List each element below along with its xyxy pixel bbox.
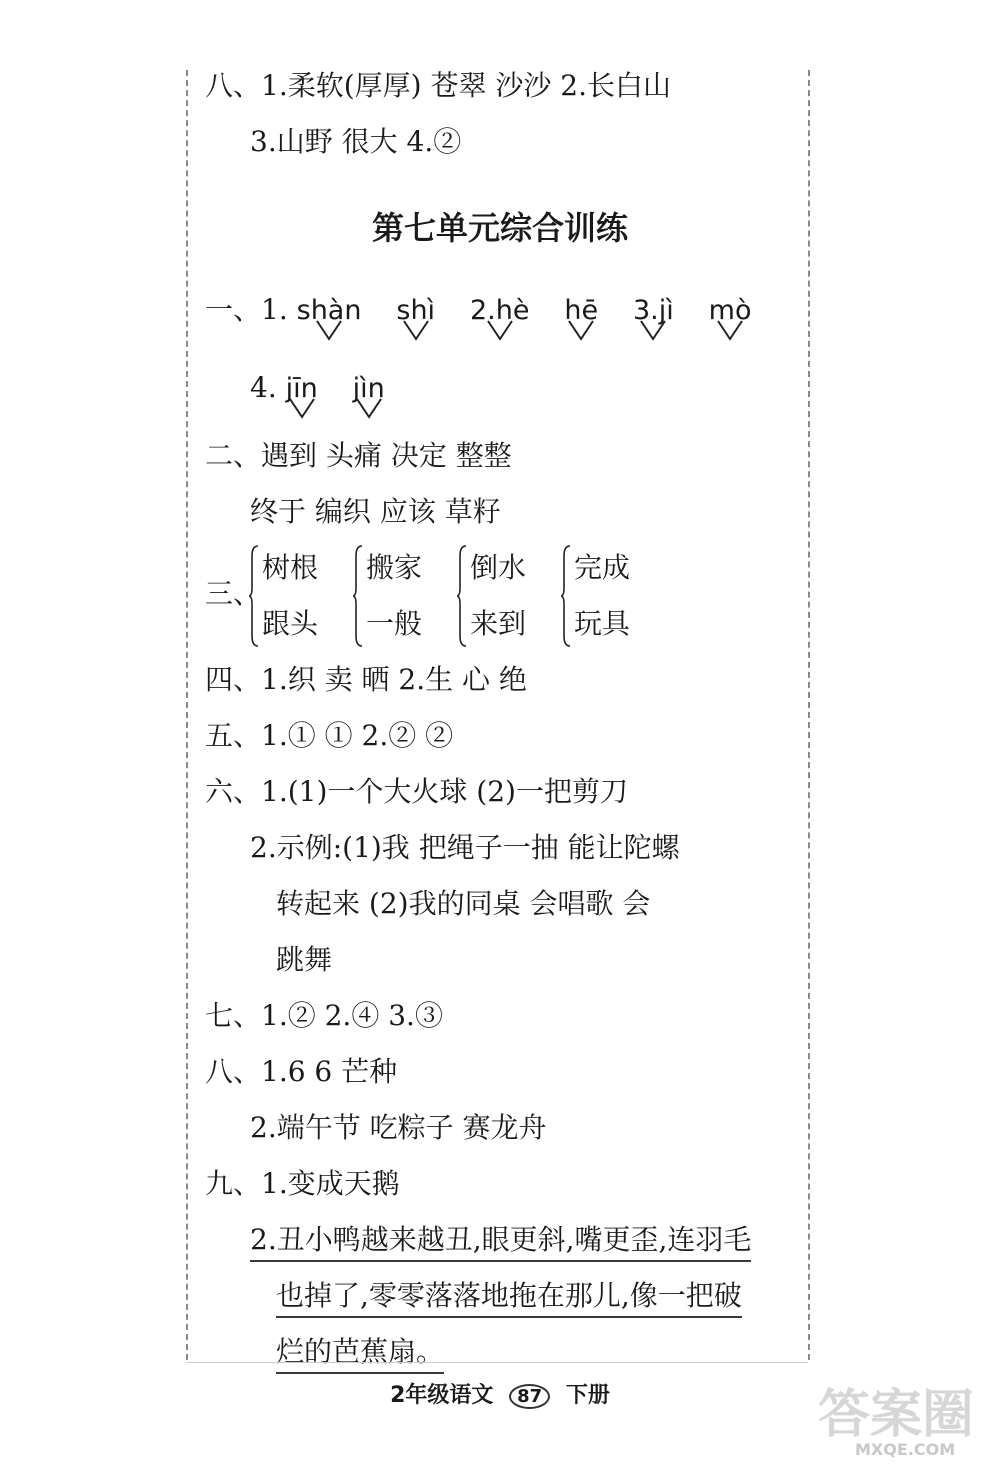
brace-icon <box>560 544 572 648</box>
pair-bottom: 来到 <box>470 607 527 640</box>
answer-line-yi-2 <box>250 368 411 409</box>
section-title: 第七单元综合训练 <box>371 209 628 247</box>
pinyin-item: shì <box>396 291 435 331</box>
left-dashed-divider <box>186 70 188 1360</box>
answer-line-jiu-4 <box>276 1332 444 1372</box>
bottom-rule <box>186 1362 808 1363</box>
word-pair <box>262 540 318 652</box>
answer-line-ba-1: 八、1.柔软(厚厚) 苍翠 沙沙 2.长白山 <box>205 69 671 102</box>
answer-line-jiu-1: 九、1.变成天鹅 <box>205 1167 400 1200</box>
q1-label: 一、1. <box>205 293 288 326</box>
pair-bottom: 一般 <box>366 607 423 640</box>
pinyin-item: jīn <box>286 369 318 409</box>
pinyin-item: jìn <box>353 369 385 409</box>
answer-line-ba-4: 2.端午节 吃粽子 赛龙舟 <box>250 1111 547 1144</box>
brace-icon <box>352 544 364 648</box>
answer-line-er-2: 终于 编织 应该 草籽 <box>250 495 501 528</box>
check-mark-icon <box>402 319 430 341</box>
right-dashed-divider <box>808 70 810 1360</box>
word-pair <box>470 540 526 652</box>
check-mark-icon <box>639 319 667 341</box>
answer-line-qi: 七、1.② 2.④ 3.③ <box>205 999 443 1032</box>
check-mark-icon <box>567 319 595 341</box>
check-mark-icon <box>355 397 383 419</box>
answer-line-wu: 五、1.① ① 2.② ② <box>205 719 454 752</box>
pair-top: 树根 <box>262 551 319 584</box>
brace-icon <box>456 544 468 648</box>
answer-line-liu-1: 六、1.(1)一个大火球 (2)一把剪刀 <box>205 775 628 808</box>
pinyin-item: mò <box>709 291 752 331</box>
word-pair <box>574 540 630 652</box>
pinyin-item: 2.hè <box>470 291 529 331</box>
check-mark-icon <box>288 397 316 419</box>
footer-grade: 2年级语文 <box>390 1383 494 1408</box>
pinyin-item: hē <box>564 291 598 331</box>
brace-icon <box>248 544 260 648</box>
answer-line-liu-2: 2.示例:(1)我 把绳子一抽 能让陀螺 <box>250 831 680 864</box>
watermark-url: MXQE.COM <box>855 1440 956 1459</box>
pair-top: 搬家 <box>366 551 423 584</box>
pair-bottom: 跟头 <box>262 607 319 640</box>
check-mark-icon <box>315 319 343 341</box>
answer-line-yi-1 <box>205 290 778 331</box>
check-mark-icon <box>716 319 744 341</box>
underlined-text: 2.丑小鸭越来越丑,眼更斜,嘴更歪,连羽毛 <box>250 1223 751 1262</box>
answer-line-ba-2: 3.山野 很大 4.② <box>250 125 462 158</box>
pinyin-item: 3.jì <box>633 291 674 331</box>
check-mark-icon <box>486 319 514 341</box>
watermark-text: 答案圈 <box>818 1385 975 1445</box>
underlined-text: 也掉了,零零落落地拖在那儿,像一把破 <box>276 1279 742 1318</box>
pair-top: 倒水 <box>470 551 527 584</box>
pair-bottom: 玩具 <box>574 607 631 640</box>
word-pair <box>366 540 422 652</box>
pinyin-item: shàn <box>297 291 362 331</box>
q3-label: 三、 <box>205 577 262 610</box>
answer-line-jiu-2 <box>250 1220 751 1260</box>
pair-top: 完成 <box>574 551 631 584</box>
answer-line-er-1: 二、遇到 头痛 决定 整整 <box>205 439 512 472</box>
underlined-text: 烂的芭蕉扇。 <box>276 1335 444 1374</box>
footer-volume: 下册 <box>565 1383 610 1408</box>
page-number: 87 <box>509 1384 550 1409</box>
answer-line-jiu-3 <box>276 1276 742 1316</box>
answer-line-liu-4: 跳舞 <box>276 943 333 976</box>
q1-label-4: 4. <box>250 371 277 404</box>
answer-line-ba-3: 八、1.6 6 芒种 <box>205 1055 398 1088</box>
answer-line-si: 四、1.织 卖 晒 2.生 心 绝 <box>205 663 527 696</box>
answer-line-liu-3: 转起来 (2)我的同桌 会唱歌 会 <box>276 887 651 920</box>
